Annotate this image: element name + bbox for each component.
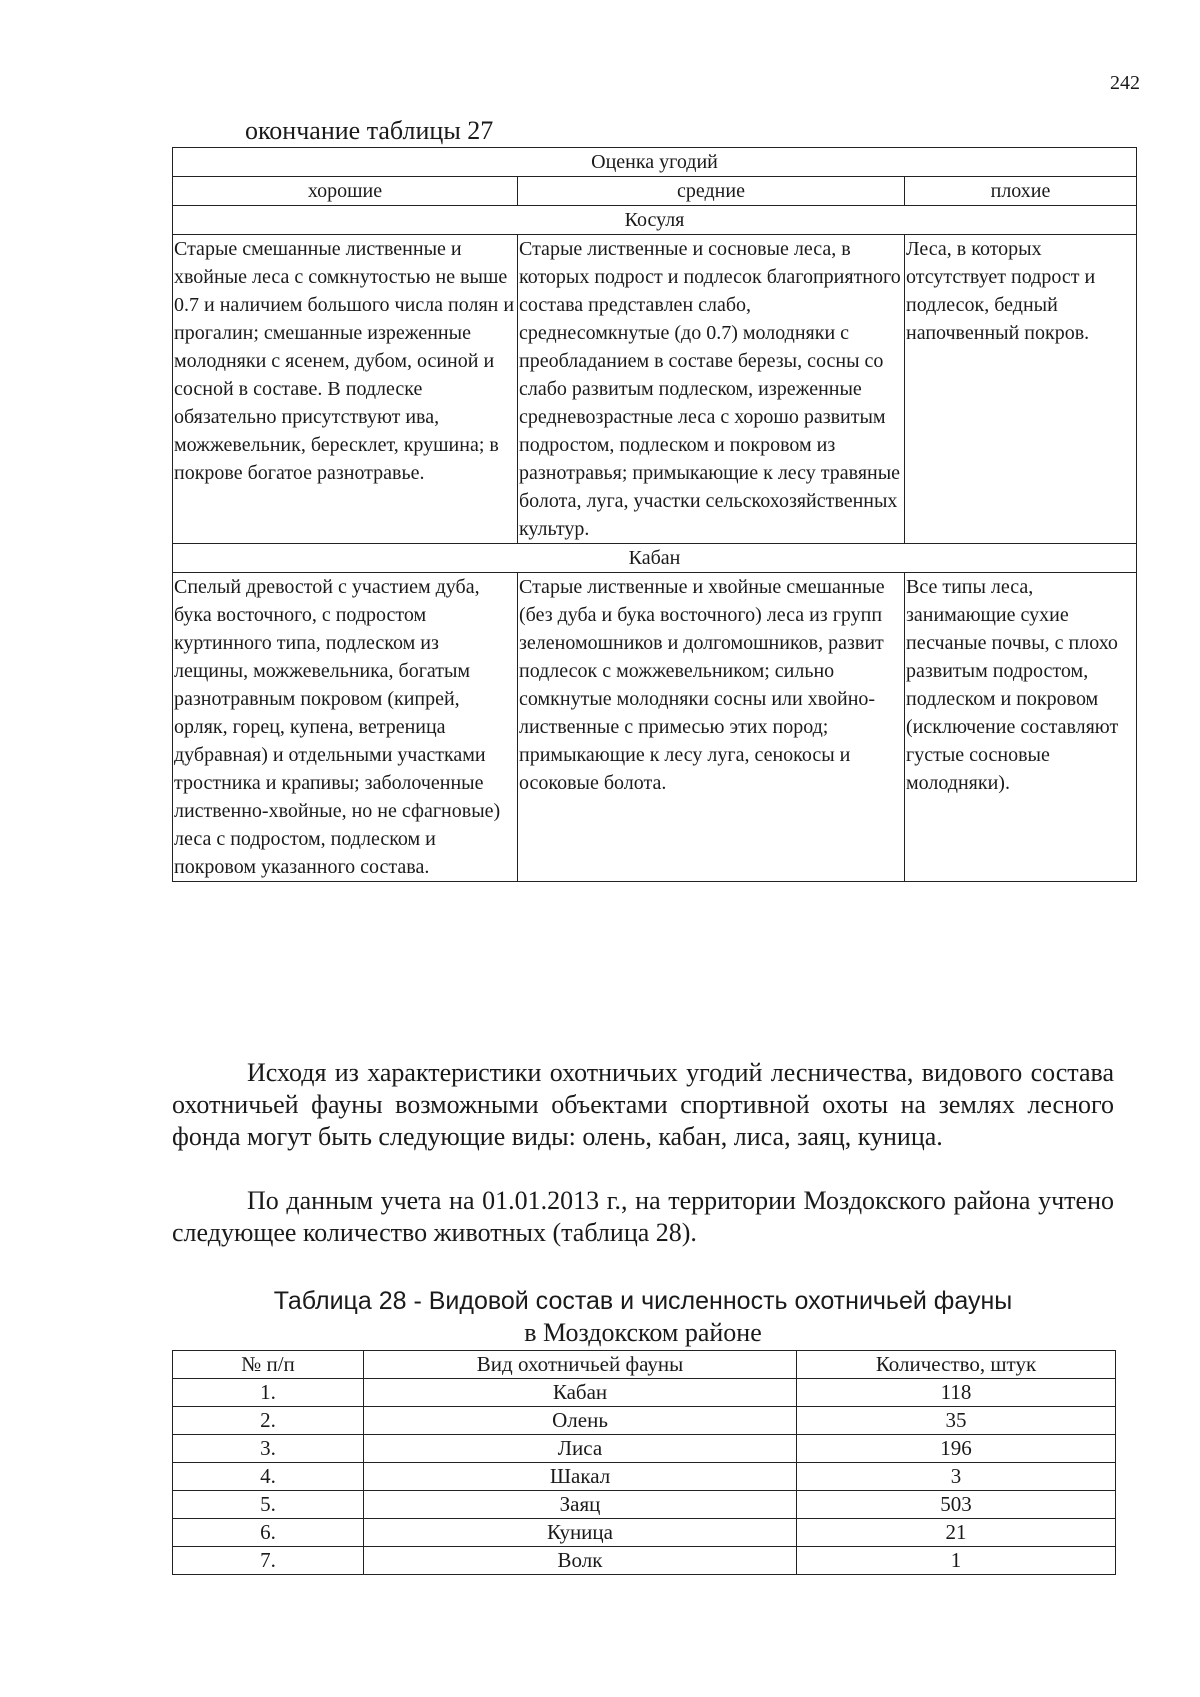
table-row — [173, 1407, 1116, 1435]
boar-good-cell: Спелый древостой с участием дуба, бука восточного, с подростом куртинного типа, подлеском из лещины, можжевельника, богатым разнотравным покровом (кипрей, орляк, горец, купена, ветреница дубравная) и отдельными участками тростника и крапивы; заболоченные лиственно-хвойные, но не сфагновые) леса с подростом, подлеском и покровом указанного состава. — [173, 573, 518, 882]
row-number: 7. — [173, 1547, 364, 1575]
table-28-header-species: Вид охотничьей фауны — [364, 1351, 797, 1379]
row-number: 2. — [173, 1407, 364, 1435]
table-row — [173, 1547, 1116, 1575]
row-count: 196 — [797, 1435, 1116, 1463]
row-count: 21 — [797, 1519, 1116, 1547]
row-number: 1. — [173, 1379, 364, 1407]
table-row — [173, 1379, 1116, 1407]
roe-deer-poor-cell: Леса, в которых отсутствует подрост и подлесок, бедный напочвенный покров. — [905, 235, 1137, 544]
table-28-title-line-1: Таблица 28 - Видовой состав и численность охотничьей фауны — [273, 1287, 1013, 1315]
row-species: Куница — [364, 1519, 797, 1547]
row-species: Заяц — [364, 1491, 797, 1519]
table-28-header-count: Количество, штук — [797, 1351, 1116, 1379]
row-species: Кабан — [364, 1379, 797, 1407]
page-number: 242 — [1110, 72, 1140, 94]
row-count: 3 — [797, 1463, 1116, 1491]
roe-deer-good-cell: Старые смешанные лиственные и хвойные леса с сомкнутостью не выше 0.7 и наличием большого числа полян и прогалин; смешанные изреженные молодняки с ясенем, дубом, осиной и сосной в составе. В подлеске обязательно присутствуют ива, можжевельник, бересклет, крушина; в покрове богатое разнотравье. — [173, 235, 518, 544]
table-28-title-line-2: в Моздокском районе — [524, 1318, 762, 1347]
table-28-header-number: № п/п — [173, 1351, 364, 1379]
table-27 — [172, 147, 1137, 882]
row-number: 3. — [173, 1435, 364, 1463]
row-species: Шакал — [364, 1463, 797, 1491]
table-row — [173, 1435, 1116, 1463]
roe-deer-medium-cell: Старые лиственные и сосновые леса, в которых подрост и подлесок благоприятного состава представлен слабо, среднесомкнутые (до 0.7) молодняки с преобладанием в составе березы, сосны со слабо развитым подлеском, изреженные средневозрастные леса с хорошо развитым подростом, подлеском и покровом из разнотравья; примыкающие к лесу травяные болота, луга, участки сельскохозяйственных культур. — [518, 235, 905, 544]
section-header-boar: Кабан — [173, 544, 1137, 573]
row-species: Лиса — [364, 1435, 797, 1463]
boar-poor-cell: Все типы леса, занимающие сухие песчаные почвы, с плохо развитым подростом, подлеском и покровом (исключение составляют густые сосновые молодняки). — [905, 573, 1137, 882]
paragraph-census — [172, 1185, 1114, 1249]
row-number: 6. — [173, 1519, 364, 1547]
row-species: Волк — [364, 1547, 797, 1575]
paragraph-2-text: По данным учета на 01.01.2013 г., на территории Моздокского района учтено следующее количество животных (таблица 28). — [172, 1186, 1114, 1247]
table-28-title — [172, 1286, 1114, 1348]
row-number: 5. — [173, 1491, 364, 1519]
table-28 — [172, 1350, 1116, 1575]
row-count: 118 — [797, 1379, 1116, 1407]
paragraph-1-text: Исходя из характеристики охотничьих угодий лесничества, видового состава охотничьей фауны возможными объектами спортивной охоты на землях лесного фонда могут быть следующие виды: олень, кабан, лиса, заяц, куница. — [172, 1058, 1114, 1151]
row-count: 503 — [797, 1491, 1116, 1519]
table-27-group-header: Оценка угодий — [173, 148, 1137, 177]
column-header-good: хорошие — [173, 177, 518, 206]
boar-medium-cell: Старые лиственные и хвойные смешанные (без дуба и бука восточного) леса из групп зеленомошников и долгомошников, развит подлесок с можжевельником; сильно сомкнутые молодняки сосны или хвойно-лиственные с примесью этих пород; примыкающие к лесу луга, сенокосы и осоковые болота. — [518, 573, 905, 882]
table-27-caption: окончание таблицы 27 — [245, 116, 494, 145]
row-number: 4. — [173, 1463, 364, 1491]
table-row — [173, 1463, 1116, 1491]
row-count: 35 — [797, 1407, 1116, 1435]
column-header-poor: плохие — [905, 177, 1137, 206]
row-count: 1 — [797, 1547, 1116, 1575]
section-header-roe-deer: Косуля — [173, 206, 1137, 235]
column-header-medium: средние — [518, 177, 905, 206]
paragraph-hunting-objects — [172, 1057, 1114, 1153]
table-row — [173, 1519, 1116, 1547]
row-species: Олень — [364, 1407, 797, 1435]
table-row — [173, 1491, 1116, 1519]
